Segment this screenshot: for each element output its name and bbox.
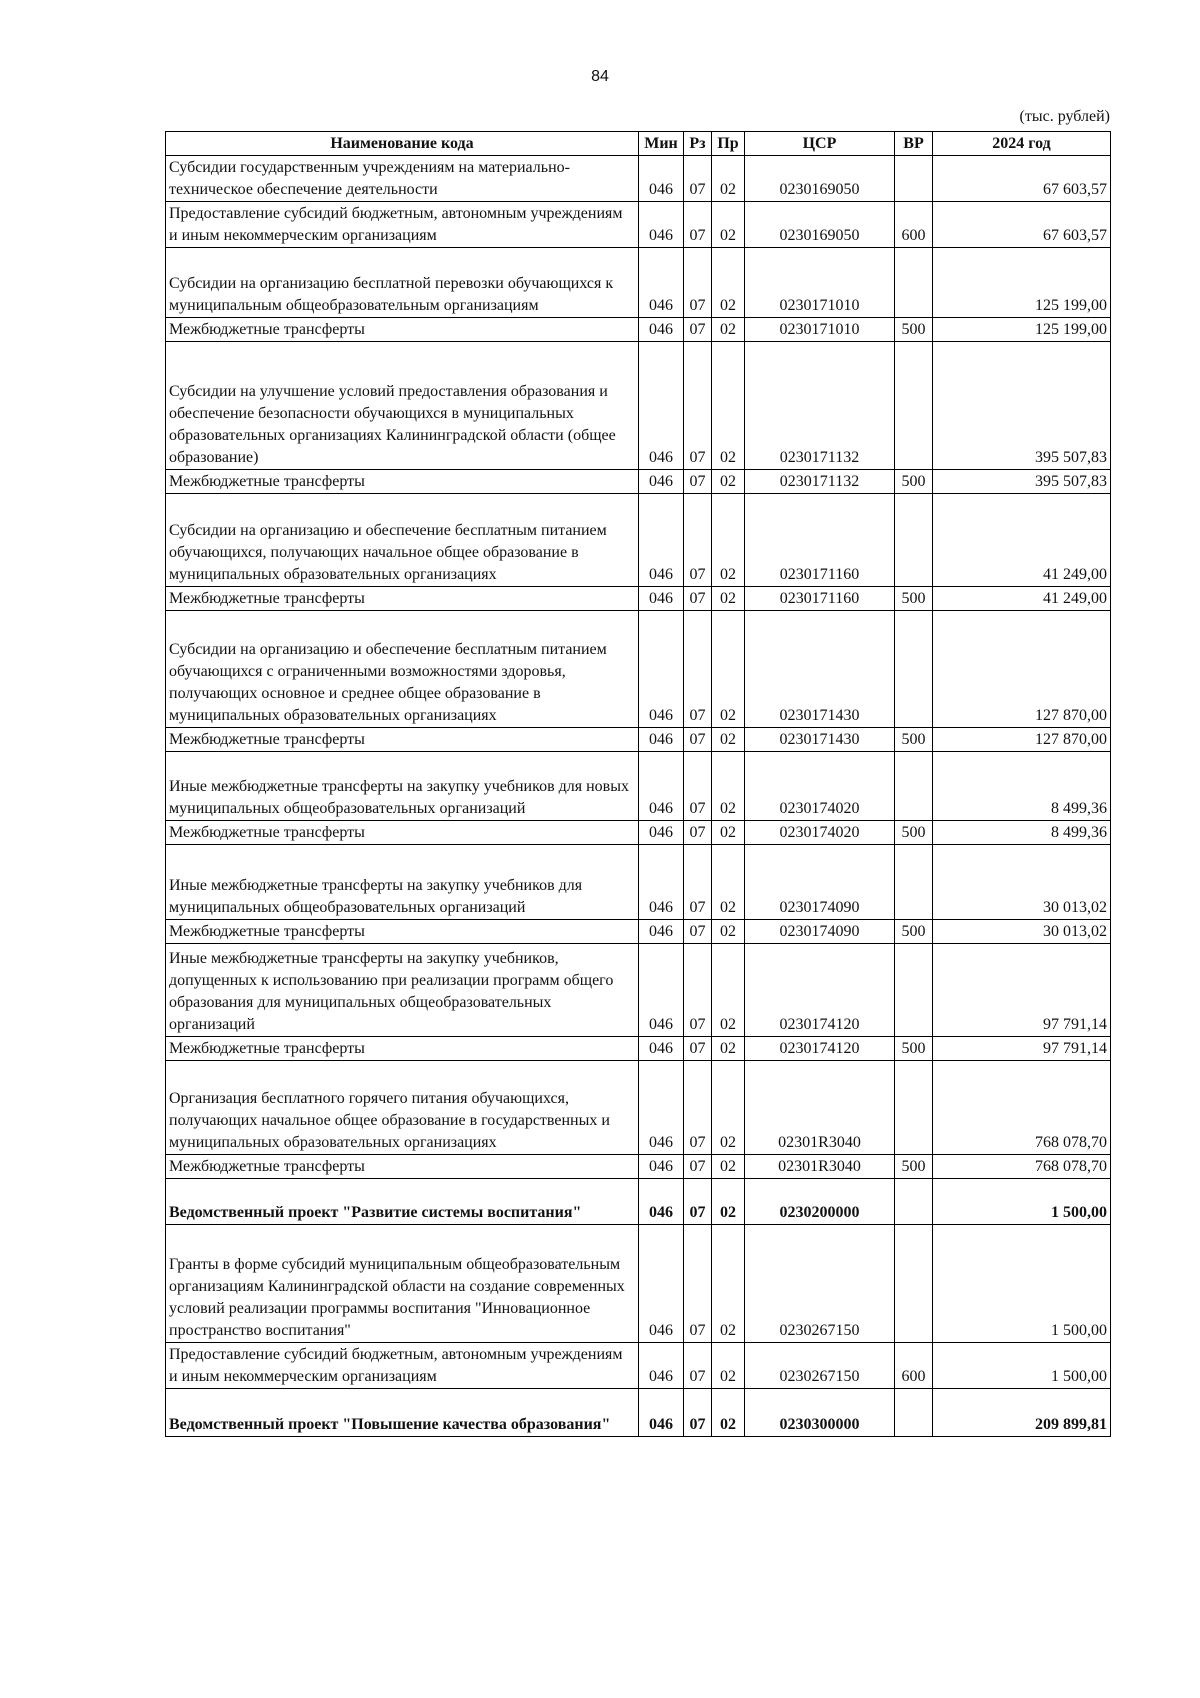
row-amount: 1 500,00 (933, 1343, 1111, 1389)
row-vr (895, 1225, 933, 1343)
row-name: Субсидии на улучшение условий предоставления образования и обеспечение безопасности обучающихся в муниципальных образовательных организациях Калининградской области (общее образование) (166, 342, 639, 470)
row-name: Межбюджетные трансферты (166, 470, 639, 494)
row-csr: 0230174090 (745, 845, 895, 920)
row-pr: 02 (712, 156, 745, 202)
row-pr: 02 (712, 1389, 745, 1437)
row-amount: 395 507,83 (933, 470, 1111, 494)
table-row (166, 821, 1111, 845)
row-amount: 8 499,36 (933, 752, 1111, 821)
row-csr: 0230300000 (745, 1389, 895, 1437)
row-vr: 500 (895, 821, 933, 845)
row-min: 046 (639, 318, 684, 342)
budget-table (165, 131, 1111, 1437)
row-vr: 500 (895, 318, 933, 342)
table-row (166, 1061, 1111, 1155)
row-pr: 02 (712, 1179, 745, 1225)
table-row (166, 728, 1111, 752)
row-rz: 07 (684, 342, 712, 470)
row-min: 046 (639, 494, 684, 587)
row-pr: 02 (712, 1343, 745, 1389)
row-csr: 0230171010 (745, 318, 895, 342)
table-row (166, 1179, 1111, 1225)
table-row (166, 1225, 1111, 1343)
row-name: Иные межбюджетные трансферты на закупку учебников для новых муниципальных общеобразовательных организаций (166, 752, 639, 821)
row-amount: 30 013,02 (933, 920, 1111, 944)
row-csr: 0230174020 (745, 821, 895, 845)
row-name: Субсидии на организацию бесплатной перевозки обучающихся к муниципальным общеобразовательным организациям (166, 248, 639, 318)
table-row (166, 494, 1111, 587)
row-pr: 02 (712, 944, 745, 1037)
row-min: 046 (639, 248, 684, 318)
row-pr: 02 (712, 248, 745, 318)
row-pr: 02 (712, 821, 745, 845)
table-row (166, 1343, 1111, 1389)
row-name: Межбюджетные трансферты (166, 728, 639, 752)
row-pr: 02 (712, 611, 745, 728)
row-pr: 02 (712, 845, 745, 920)
row-vr (895, 156, 933, 202)
table-row (166, 470, 1111, 494)
row-min: 046 (639, 1155, 684, 1179)
row-vr (895, 611, 933, 728)
row-min: 046 (639, 845, 684, 920)
row-csr: 0230169050 (745, 156, 895, 202)
row-amount: 768 078,70 (933, 1061, 1111, 1155)
row-min: 046 (639, 587, 684, 611)
row-pr: 02 (712, 202, 745, 248)
row-rz: 07 (684, 202, 712, 248)
row-vr: 600 (895, 202, 933, 248)
row-vr (895, 494, 933, 587)
row-csr: 0230171132 (745, 470, 895, 494)
row-csr: 0230267150 (745, 1343, 895, 1389)
row-pr: 02 (712, 752, 745, 821)
row-name: Ведомственный проект "Развитие системы воспитания" (166, 1179, 639, 1225)
row-csr: 0230171430 (745, 728, 895, 752)
row-amount: 209 899,81 (933, 1389, 1111, 1437)
row-pr: 02 (712, 1061, 745, 1155)
row-pr: 02 (712, 494, 745, 587)
header-min: Мин (639, 132, 684, 156)
row-csr: 02301R3040 (745, 1061, 895, 1155)
table-row (166, 342, 1111, 470)
row-vr (895, 1061, 933, 1155)
row-min: 046 (639, 1061, 684, 1155)
row-vr (895, 845, 933, 920)
row-name: Ведомственный проект "Повышение качества образования" (166, 1389, 639, 1437)
row-min: 046 (639, 342, 684, 470)
row-amount: 67 603,57 (933, 202, 1111, 248)
row-name: Межбюджетные трансферты (166, 920, 639, 944)
row-min: 046 (639, 728, 684, 752)
table-row (166, 248, 1111, 318)
table-row (166, 318, 1111, 342)
page-number: 84 (591, 68, 609, 85)
row-min: 046 (639, 1389, 684, 1437)
row-vr (895, 248, 933, 318)
row-rz: 07 (684, 587, 712, 611)
row-csr: 0230174120 (745, 944, 895, 1037)
row-amount: 125 199,00 (933, 248, 1111, 318)
row-vr: 500 (895, 587, 933, 611)
row-pr: 02 (712, 728, 745, 752)
table-header-row (166, 132, 1111, 156)
row-csr: 0230171430 (745, 611, 895, 728)
row-pr: 02 (712, 587, 745, 611)
row-min: 046 (639, 1343, 684, 1389)
row-csr: 0230171132 (745, 342, 895, 470)
row-rz: 07 (684, 728, 712, 752)
row-amount: 768 078,70 (933, 1155, 1111, 1179)
row-amount: 97 791,14 (933, 1037, 1111, 1061)
row-rz: 07 (684, 845, 712, 920)
row-name: Межбюджетные трансферты (166, 318, 639, 342)
row-pr: 02 (712, 920, 745, 944)
row-csr: 0230174120 (745, 1037, 895, 1061)
row-amount: 395 507,83 (933, 342, 1111, 470)
row-vr: 500 (895, 728, 933, 752)
row-rz: 07 (684, 821, 712, 845)
row-amount: 41 249,00 (933, 494, 1111, 587)
row-pr: 02 (712, 470, 745, 494)
row-pr: 02 (712, 1155, 745, 1179)
row-min: 046 (639, 1179, 684, 1225)
row-csr: 0230171160 (745, 494, 895, 587)
table-row (166, 1389, 1111, 1437)
row-min: 046 (639, 944, 684, 1037)
table-row (166, 752, 1111, 821)
table-row (166, 1155, 1111, 1179)
row-rz: 07 (684, 318, 712, 342)
table-row (166, 202, 1111, 248)
row-rz: 07 (684, 470, 712, 494)
row-min: 046 (639, 611, 684, 728)
row-pr: 02 (712, 1037, 745, 1061)
row-vr: 600 (895, 1343, 933, 1389)
table-row (166, 611, 1111, 728)
row-name: Субсидии на организацию и обеспечение бесплатным питанием обучающихся с ограниченными возможностями здоровья, получающих основное и среднее общее образование в муниципальных образовательных организациях (166, 611, 639, 728)
row-rz: 07 (684, 944, 712, 1037)
row-csr: 02301R3040 (745, 1155, 895, 1179)
row-rz: 07 (684, 920, 712, 944)
row-vr (895, 342, 933, 470)
row-amount: 125 199,00 (933, 318, 1111, 342)
row-amount: 30 013,02 (933, 845, 1111, 920)
table-row (166, 845, 1111, 920)
row-min: 046 (639, 752, 684, 821)
row-pr: 02 (712, 1225, 745, 1343)
row-name: Предоставление субсидий бюджетным, автономным учреждениям и иным некоммерческим организациям (166, 202, 639, 248)
row-vr (895, 752, 933, 821)
row-rz: 07 (684, 752, 712, 821)
row-amount: 67 603,57 (933, 156, 1111, 202)
row-amount: 97 791,14 (933, 944, 1111, 1037)
row-name: Межбюджетные трансферты (166, 1155, 639, 1179)
row-vr: 500 (895, 920, 933, 944)
row-min: 046 (639, 470, 684, 494)
header-pr: Пр (712, 132, 745, 156)
row-pr: 02 (712, 318, 745, 342)
table-row (166, 1037, 1111, 1061)
row-rz: 07 (684, 1389, 712, 1437)
row-amount: 8 499,36 (933, 821, 1111, 845)
row-name: Иные межбюджетные трансферты на закупку учебников, допущенных к использованию при реализации программ общего образования для муниципальных общеобразовательных организаций (166, 944, 639, 1037)
row-rz: 07 (684, 1037, 712, 1061)
row-amount: 127 870,00 (933, 728, 1111, 752)
row-min: 046 (639, 1225, 684, 1343)
units-note: (тыс. рублей) (1019, 108, 1110, 125)
row-rz: 07 (684, 1155, 712, 1179)
row-min: 046 (639, 1037, 684, 1061)
row-vr (895, 944, 933, 1037)
row-name: Субсидии на организацию и обеспечение бесплатным питанием обучающихся, получающих начальное общее образование в муниципальных образовательных организациях (166, 494, 639, 587)
row-rz: 07 (684, 494, 712, 587)
row-rz: 07 (684, 611, 712, 728)
row-min: 046 (639, 821, 684, 845)
row-amount: 1 500,00 (933, 1225, 1111, 1343)
row-rz: 07 (684, 1061, 712, 1155)
row-min: 046 (639, 920, 684, 944)
row-min: 046 (639, 202, 684, 248)
row-amount: 41 249,00 (933, 587, 1111, 611)
row-pr: 02 (712, 342, 745, 470)
header-csr: ЦСР (745, 132, 895, 156)
row-min: 046 (639, 156, 684, 202)
row-rz: 07 (684, 1225, 712, 1343)
row-csr: 0230200000 (745, 1179, 895, 1225)
header-name: Наименование кода (166, 132, 639, 156)
header-rz: Рз (684, 132, 712, 156)
row-rz: 07 (684, 248, 712, 318)
row-vr (895, 1179, 933, 1225)
row-amount: 1 500,00 (933, 1179, 1111, 1225)
row-vr: 500 (895, 470, 933, 494)
row-name: Предоставление субсидий бюджетным, автономным учреждениям и иным некоммерческим организациям (166, 1343, 639, 1389)
row-name: Организация бесплатного горячего питания обучающихся, получающих начальное общее образование в государственных и муниципальных образовательных организациях (166, 1061, 639, 1155)
row-rz: 07 (684, 156, 712, 202)
row-name: Субсидии государственным учреждениям на материально-техническое обеспечение деятельности (166, 156, 639, 202)
row-vr (895, 1389, 933, 1437)
row-name: Иные межбюджетные трансферты на закупку учебников для муниципальных общеобразовательных организаций (166, 845, 639, 920)
table-row (166, 587, 1111, 611)
row-rz: 07 (684, 1179, 712, 1225)
row-amount: 127 870,00 (933, 611, 1111, 728)
row-vr: 500 (895, 1155, 933, 1179)
header-year: 2024 год (933, 132, 1111, 156)
row-name: Гранты в форме субсидий муниципальным общеобразовательным организациям Калининградской области на создание современных условий реализации программы воспитания "Инновационное пространство воспитания" (166, 1225, 639, 1343)
row-csr: 0230174090 (745, 920, 895, 944)
table-row (166, 156, 1111, 202)
row-csr: 0230171160 (745, 587, 895, 611)
row-csr: 0230171010 (745, 248, 895, 318)
row-name: Межбюджетные трансферты (166, 1037, 639, 1061)
row-csr: 0230267150 (745, 1225, 895, 1343)
table-row (166, 944, 1111, 1037)
header-vr: ВР (895, 132, 933, 156)
row-vr: 500 (895, 1037, 933, 1061)
row-name: Межбюджетные трансферты (166, 821, 639, 845)
table-row (166, 920, 1111, 944)
row-csr: 0230174020 (745, 752, 895, 821)
row-rz: 07 (684, 1343, 712, 1389)
row-name: Межбюджетные трансферты (166, 587, 639, 611)
row-csr: 0230169050 (745, 202, 895, 248)
